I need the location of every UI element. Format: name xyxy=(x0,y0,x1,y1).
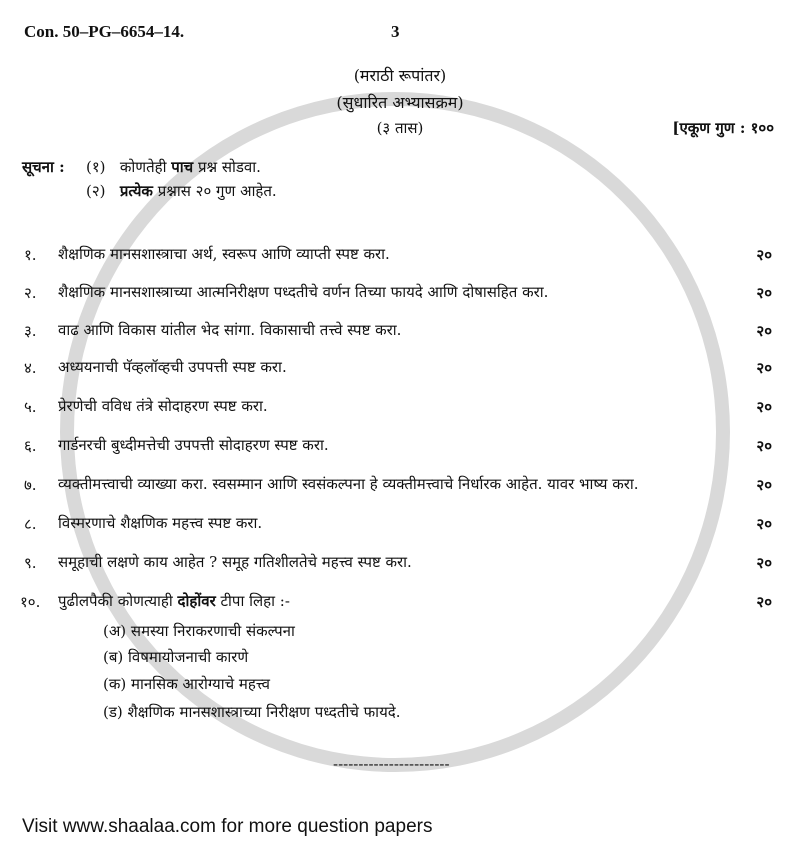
instruction-num: (२) xyxy=(86,182,106,200)
question-number: १. xyxy=(24,246,37,264)
question-marks: २० xyxy=(756,284,772,302)
question-marks: २० xyxy=(756,398,772,416)
instruction-bold: प्रत्येक xyxy=(119,182,153,200)
question-text: पुढीलपैकी कोणत्याही दोहोंवर टीपा लिहा :- xyxy=(58,592,290,610)
question-marks: २० xyxy=(756,515,772,533)
question-number: ३. xyxy=(24,322,37,340)
title-language: (मराठी रूपांतर) xyxy=(353,66,447,85)
question-text: शैक्षणिक मानसशास्त्राचा अर्थ, स्वरूप आणि व्याप्ती स्पष्ट करा. xyxy=(58,245,390,263)
page-number: 3 xyxy=(391,22,400,41)
question-text: प्रेरणेची वविध तंत्रे सोदाहरण स्पष्ट करा. xyxy=(58,397,268,415)
instruction-text: प्रश्नास २० गुण आहेत. xyxy=(152,182,277,200)
question-marks: २० xyxy=(756,246,772,264)
instruction-num: (१) xyxy=(86,158,106,176)
footer-text: Visit www.shaalaa.com for more question papers xyxy=(22,816,433,837)
instruction-2 xyxy=(86,181,277,201)
instruction-text: प्रश्न सोडवा. xyxy=(193,158,261,176)
question-text: व्यक्तीमत्त्वाची व्याख्या करा. स्वसम्मान आणि स्वसंकल्पना हे व्यक्तीमत्त्वाचे निर्धारक आहेत. यावर भाष्य करा. xyxy=(58,475,639,493)
instruction-bold: पाच xyxy=(171,158,194,176)
end-rule: ----------------------- xyxy=(333,755,450,773)
question-number: ८. xyxy=(24,515,37,533)
question-number: ७. xyxy=(24,476,37,494)
duration: (३ तास) xyxy=(376,119,424,137)
title-syllabus: (सुधारित अभ्यासक्रम) xyxy=(336,93,464,112)
question-marks: २० xyxy=(756,554,772,572)
sub-item-a: (अ) समस्या निराकरणाची संकल्पना xyxy=(103,622,295,640)
question-text: अध्ययनाची पॅव्हलॉव्हची उपपत्ती स्पष्ट करा. xyxy=(58,358,287,376)
question-marks: २० xyxy=(756,593,772,611)
question-text: वाढ आणि विकास यांतील भेद सांगा. विकासाची तत्त्वे स्पष्ट करा. xyxy=(58,321,402,339)
question-number: ६. xyxy=(24,437,37,455)
question-marks: २० xyxy=(756,359,772,377)
sub-item-b: (ब) विषमायोजनाची कारणे xyxy=(103,648,249,666)
question-number: २. xyxy=(24,284,37,302)
question-text: समूहाची लक्षणे काय आहेत ? समूह गतिशीलतेचे महत्त्व स्पष्ट करा. xyxy=(58,553,412,571)
total-marks: [एकूण गुण : १०० xyxy=(672,119,774,137)
question-number: ५. xyxy=(24,398,37,416)
instruction-text: कोणतेही xyxy=(119,158,172,176)
sub-item-c: (क) मानसिक आरोग्याचे महत्त्व xyxy=(103,675,270,693)
question-number: ४. xyxy=(24,359,37,377)
question-number: ९. xyxy=(24,554,37,572)
question-text: शैक्षणिक मानसशास्त्राच्या आत्मनिरीक्षण पध्दतीचे वर्णन तिच्या फायदे आणि दोषासहित करा. xyxy=(58,283,549,301)
question-text: गार्डनरची बुध्दीमत्तेची उपपत्ती सोदाहरण स्पष्ट करा. xyxy=(58,436,329,454)
paper-code: Con. 50–PG–6654–14. xyxy=(24,22,185,41)
sub-item-d: (ड) शैक्षणिक मानसशास्त्राच्या निरीक्षण पध्दतीचे फायदे. xyxy=(103,703,401,721)
question-marks: २० xyxy=(756,437,772,455)
instruction-1 xyxy=(86,157,261,177)
question-number: १०. xyxy=(20,593,41,611)
question-marks: २० xyxy=(756,322,772,340)
question-marks: २० xyxy=(756,476,772,494)
question-text: विस्मरणाचे शैक्षणिक महत्त्व स्पष्ट करा. xyxy=(58,514,263,532)
instructions-label: सूचना : xyxy=(22,158,65,176)
